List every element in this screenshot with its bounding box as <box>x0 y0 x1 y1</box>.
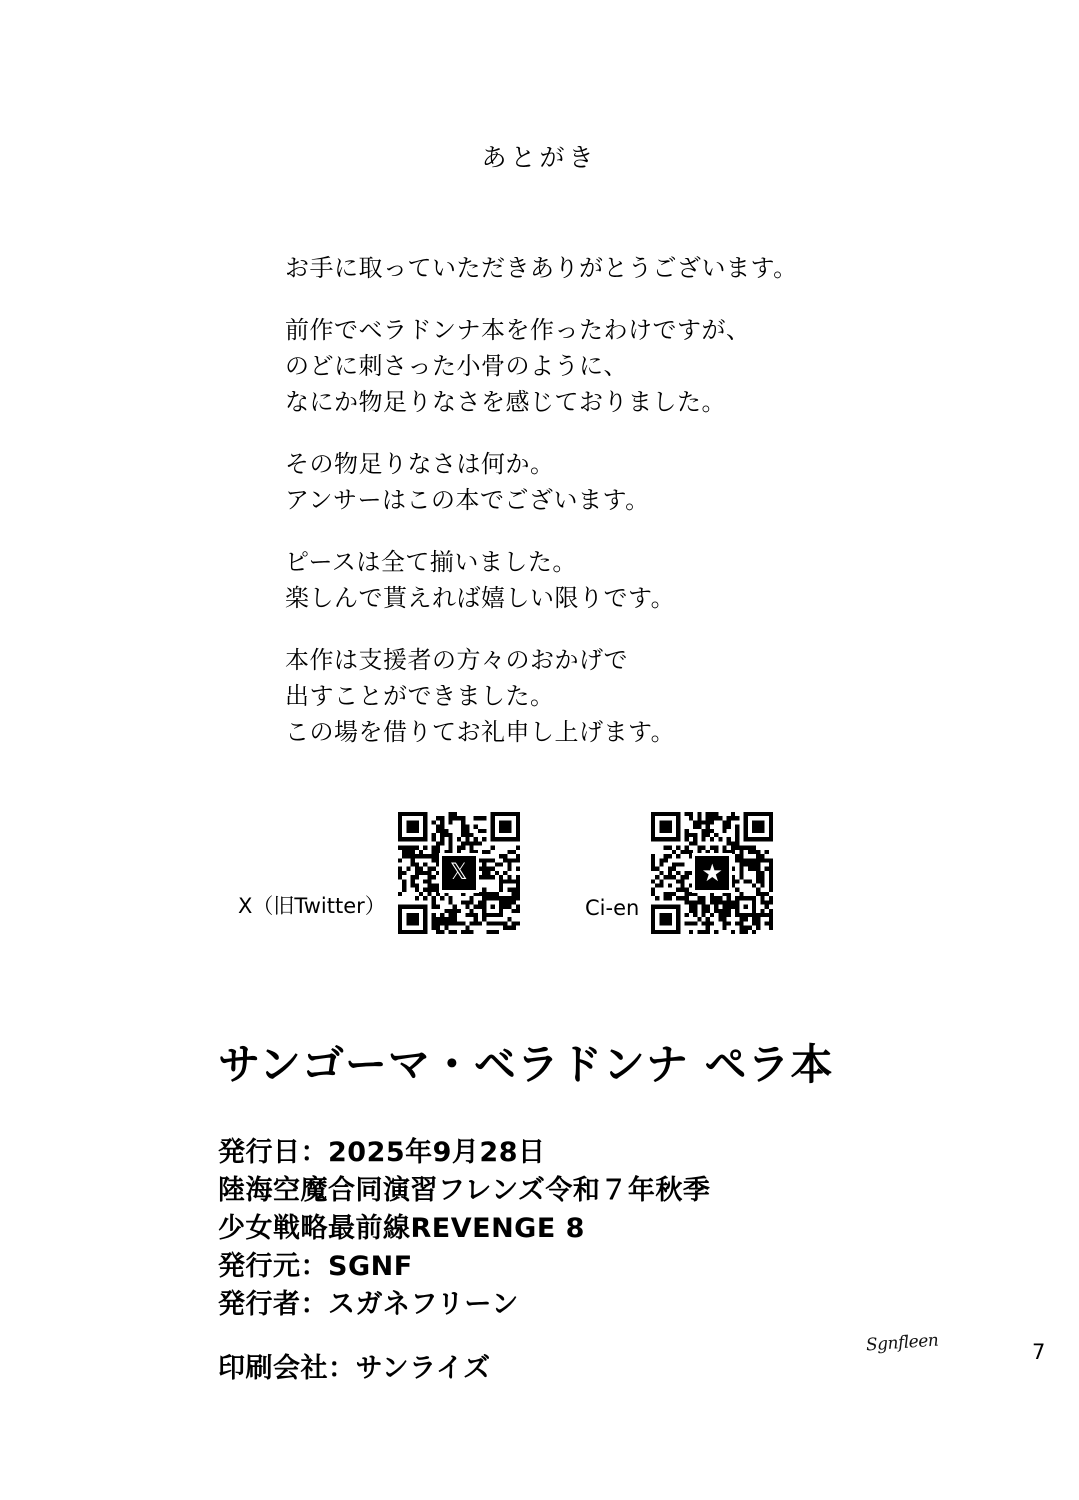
afterword-heading: あとがき <box>481 143 598 172</box>
colophon <box>218 1032 978 1388</box>
publication-date: 発行日：2025年9月28日 <box>218 1137 546 1168</box>
event-name-line2: 少女戦略最前線REVENGE 8 <box>218 1213 585 1244</box>
colophon-details <box>218 1134 978 1388</box>
text-line: なにか物足りなさを感じておりました。 <box>285 388 726 416</box>
text-line: 楽しんで貰えれば嬉しい限りです。 <box>285 584 676 612</box>
paragraph <box>285 642 905 750</box>
event-name-line1: 陸海空魔合同演習フレンズ令和７年秋季 <box>218 1175 711 1206</box>
x-logo-icon: 𝕏 <box>439 853 479 893</box>
text-line: ピースは全て揃いました。 <box>285 548 577 576</box>
paragraph <box>285 446 905 518</box>
qr-entry-cien[interactable] <box>585 812 773 934</box>
book-title: サンゴーマ・ベラドンナ ペラ本 <box>218 1040 834 1089</box>
text-line: 本作は支援者の方々のおかげで <box>285 646 628 674</box>
qr-label: X（旧Twitter） <box>238 894 386 918</box>
qr-entry-twitter[interactable] <box>238 812 520 934</box>
text-line: 出すことができました。 <box>285 682 555 710</box>
afterword-body <box>285 250 905 750</box>
paragraph <box>285 544 905 616</box>
star-icon: ★ <box>692 853 732 893</box>
text-line: 前作でベラドンナ本を作ったわけですが、 <box>285 316 751 344</box>
cien-qr-code[interactable] <box>651 812 773 934</box>
spacer <box>218 1324 978 1350</box>
author: 発行者：スガネフリーン <box>218 1289 519 1320</box>
text-line: のどに刺さった小骨のように、 <box>285 352 628 380</box>
text-line: この場を借りてお礼申し上げます。 <box>285 718 676 746</box>
paragraph <box>285 312 905 420</box>
publisher: 発行元：SGNF <box>218 1251 413 1282</box>
qr-code-row <box>0 812 1079 947</box>
page-number: 7 <box>1032 1340 1046 1364</box>
text-line: その物足りなさは何か。 <box>285 450 555 478</box>
artist-signature: Sgnfleen <box>865 1330 939 1356</box>
text-line: アンサーはこの本でございます。 <box>285 486 650 514</box>
printing-company: 印刷会社：サンライズ <box>218 1353 491 1384</box>
twitter-qr-code[interactable] <box>398 812 520 934</box>
qr-label: Ci-en <box>585 896 640 920</box>
text-line: お手に取っていただきありがとうございます。 <box>285 254 798 282</box>
paragraph <box>285 250 905 286</box>
